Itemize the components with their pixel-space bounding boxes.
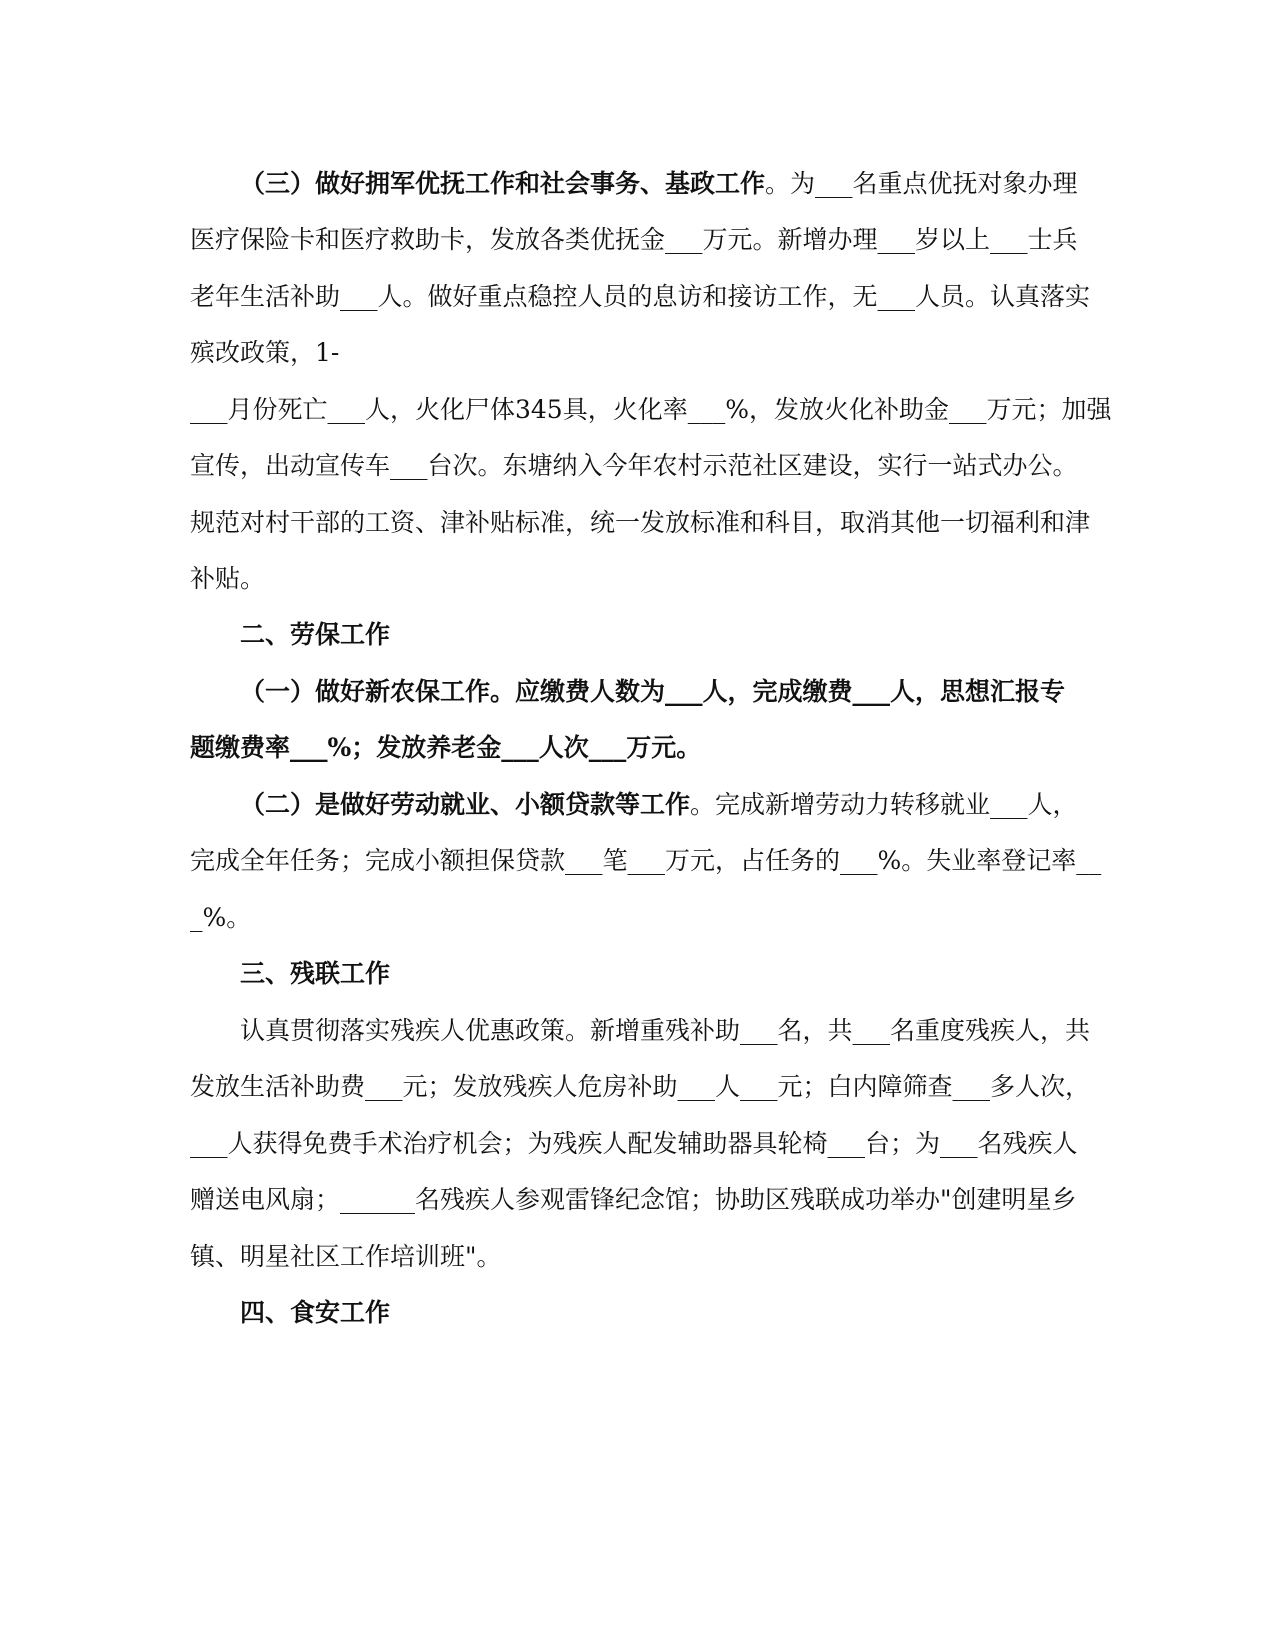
- paragraph-line: （一）做好新农保工作。应缴费人数为___人，完成缴费___人，思想汇报专: [240, 677, 1066, 706]
- paragraph-line: _%。: [190, 903, 252, 932]
- paragraph-line: 补贴。: [190, 564, 266, 593]
- subsection-heading: （二）是做好劳动就业、小额贷款等工作: [240, 790, 691, 819]
- paragraph-line: ___人获得免费手术治疗机会；为残疾人配发辅助器具轮椅___台；为___名残疾人: [190, 1129, 1078, 1158]
- paragraph-line: 认真贯彻落实残疾人优惠政策。新增重残补助___名，共___名重度残疾人，共: [240, 1016, 1091, 1045]
- paragraph-line: 发放生活补助费___元；发放残疾人危房补助___人___元；白内障筛查___多人次，: [190, 1072, 1091, 1101]
- line-text: 。为___名重点优抚对象办理: [765, 169, 1078, 198]
- section-heading: 三、残联工作: [240, 959, 391, 988]
- paragraph-line: 殡改政策，1-: [190, 338, 340, 367]
- paragraph-line: 赠送电风扇；______名残疾人参观雷锋纪念馆；协助区残联成功举办"创建明星乡: [190, 1185, 1077, 1214]
- paragraph-line: 宣传，出动宣传车___台次。东塘纳入今年农村示范社区建设，实行一站式办公。: [190, 451, 1078, 480]
- paragraph-line: [240, 789, 1140, 821]
- paragraph-line: [240, 168, 1140, 200]
- section-heading: 四、食安工作: [240, 1298, 391, 1327]
- paragraph-line: 题缴费率___%；发放养老金___人次___万元。: [190, 733, 702, 762]
- paragraph-line: 完成全年任务；完成小额担保贷款___笔___万元，占任务的___%。失业率登记率__: [190, 846, 1102, 875]
- paragraph-line: 医疗保险卡和医疗救助卡，发放各类优抚金___万元。新增办理___岁以上___士兵: [190, 225, 1078, 254]
- paragraph-line: 镇、明星社区工作培训班"。: [190, 1242, 502, 1271]
- subsection-heading: （三）做好拥军优抚工作和社会事务、基政工作: [240, 169, 766, 198]
- paragraph-line: 规范对村干部的工资、津补贴标准，统一发放标准和科目，取消其他一切福利和津: [190, 508, 1091, 537]
- paragraph-line: ___月份死亡___人，火化尸体345具，火化率___%，发放火化补助金___万元；加强: [190, 395, 1112, 424]
- paragraph-line: 老年生活补助___人。做好重点稳控人员的息访和接访工作，无___人员。认真落实: [190, 282, 1091, 311]
- line-text: 。完成新增劳动力转移就业___人，: [690, 790, 1078, 819]
- section-heading: 二、劳保工作: [240, 620, 391, 649]
